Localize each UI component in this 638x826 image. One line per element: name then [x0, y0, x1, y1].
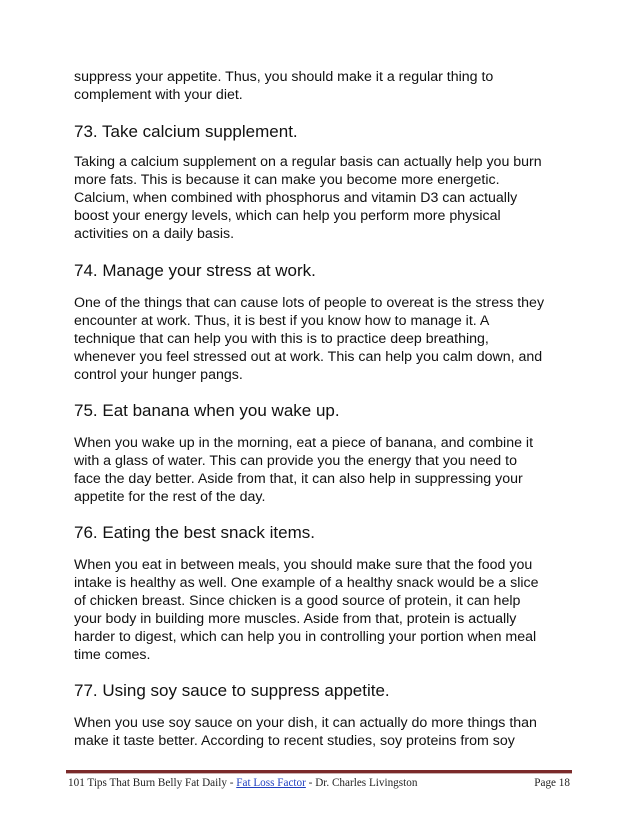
fat-loss-factor-link[interactable]: Fat Loss Factor: [236, 777, 306, 789]
footer-author: Dr. Charles Livingston: [315, 777, 418, 789]
footer-left: [68, 776, 417, 790]
tip-76-heading: 76. Eating the best snack items.: [74, 523, 315, 542]
tip-76-paragraph: [74, 556, 574, 664]
footer-book-title: 101 Tips That Burn Belly Fat Daily: [68, 777, 227, 789]
tip-74-heading: 74. Manage your stress at work.: [74, 261, 316, 280]
text-line: of chicken breast. Since chicken is a good source of protein, it can help: [74, 593, 521, 609]
tip-73-heading: 73. Take calcium supplement.: [74, 122, 298, 141]
text-line: make it taste better. According to recent studies, soy proteins from soy: [74, 733, 515, 749]
tip-75-heading: 75. Eat banana when you wake up.: [74, 401, 340, 420]
text-line: intake is healthy as well. One example of a healthy snack would be a slice: [74, 575, 539, 591]
tip-73-paragraph: [74, 153, 574, 243]
text-line: boost your energy levels, which can help you perform more physical: [74, 208, 501, 224]
intro-paragraph: [74, 68, 574, 104]
text-line: technique that can help you with this is to practice deep breathing,: [74, 331, 489, 347]
text-line: When you use soy sauce on your dish, it can actually do more things than: [74, 715, 537, 731]
text-line: with a glass of water. This can provide you the energy that you need to: [74, 453, 517, 469]
text-line: activities on a daily basis.: [74, 226, 235, 242]
text-line: time comes.: [74, 647, 151, 663]
tip-77-paragraph: [74, 714, 574, 750]
footer-divider: [66, 770, 572, 774]
footer-separator: -: [305, 777, 316, 789]
text-line: suppress your appetite. Thus, you should make it a regular thing to: [74, 69, 494, 85]
text-line: When you wake up in the morning, eat a piece of banana, and combine it: [74, 435, 534, 451]
text-line: more fats. This is because it can make you become more energetic.: [74, 172, 500, 188]
text-line: encounter at work. Thus, it is best if you know how to manage it. A: [74, 313, 490, 329]
tip-77-heading: 77. Using soy sauce to suppress appetite.: [74, 681, 390, 700]
text-line: Taking a calcium supplement on a regular basis can actually help you burn: [74, 154, 542, 170]
text-line: appetite for the rest of the day.: [74, 489, 266, 505]
text-line: control your hunger pangs.: [74, 367, 243, 383]
text-line: your body in building more muscles. Aside from that, protein is actually: [74, 611, 517, 627]
document-body: [74, 68, 574, 750]
footer-separator: -: [226, 777, 237, 789]
tip-75-paragraph: [74, 434, 574, 506]
text-line: whenever you feel stressed out at work. This can help you calm down, and: [74, 349, 543, 365]
page-number: Page 18: [534, 777, 570, 789]
text-line: Calcium, when combined with phosphorus and vitamin D3 can actually: [74, 190, 518, 206]
text-line: face the day better. Aside from that, it can also help in suppressing your: [74, 471, 523, 487]
text-line: harder to digest, which can help you in controlling your portion when meal: [74, 629, 537, 645]
text-line: When you eat in between meals, you should make sure that the food you: [74, 557, 533, 573]
text-line: complement with your diet.: [74, 87, 243, 103]
text-line: One of the things that can cause lots of people to overeat is the stress they: [74, 295, 545, 311]
tip-74-paragraph: [74, 294, 574, 384]
